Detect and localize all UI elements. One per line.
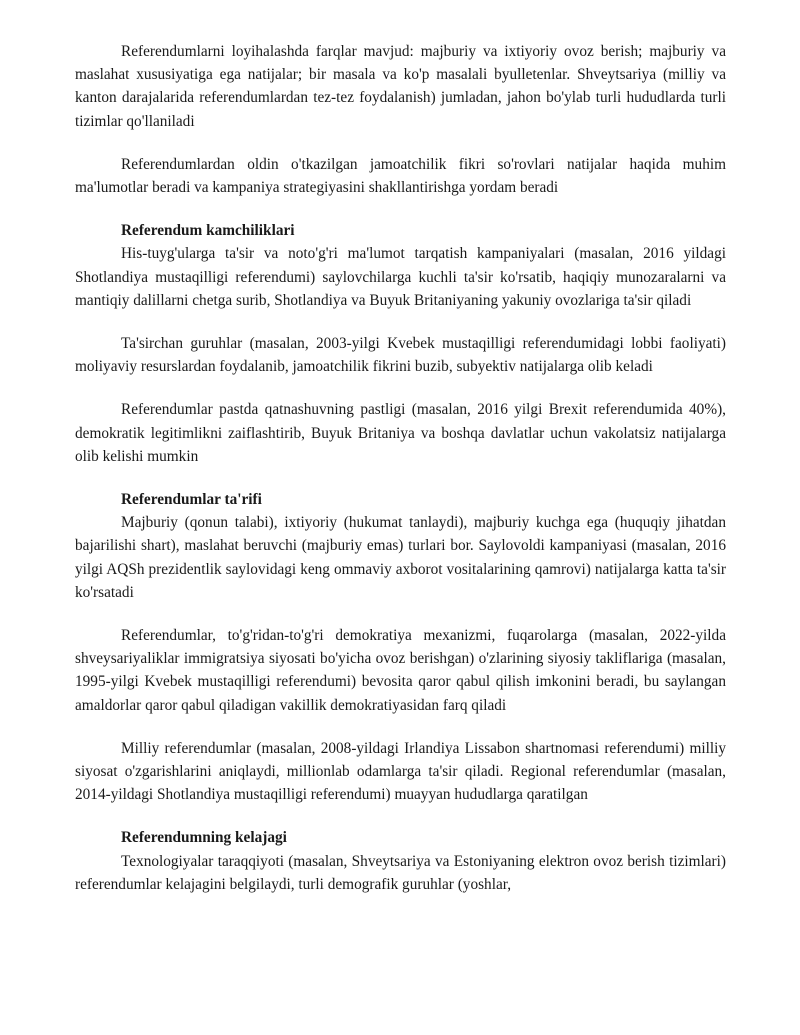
section-heading: Referendumning kelajagi: [121, 829, 287, 847]
body-paragraph: Referendumlar, to'g'ridan-to'g'ri demokratiya mexanizmi, fuqarolarga (masalan, 2022-yilda shveysariyaliklar immigratsiya siyosati bo'yicha ovoz berishgan) o'zlarining siyosiy takliflariga (masalan, 1995-yilgi Kvebek mustaqilligi referendumi) bevosita qaror qabul qilish imkonini beradi, bu saylangan amaldorlar qaror qabul qiladigan vakillik demokratiyasidan farq qiladi: [75, 627, 726, 714]
body-paragraph: Texnologiyalar taraqqiyoti (masalan, Shveytsariya va Estoniyaning elektron ovoz berish tizimlari) referendumlar kelajagini belgilaydi, turli demografik guruhlar (yoshlar,: [75, 852, 726, 893]
body-paragraph: Referendumlardan oldin o'tkazilgan jamoatchilik fikri so'rovlari natijalar haqida muhim ma'lumotlar beradi va kampaniya strategiyasini shakllantirishga yordam beradi: [75, 155, 726, 197]
body-paragraph: Referendumlarni loyihalashda farqlar mavjud: majburiy va ixtiyoriy ovoz berish; majburiy va maslahat xususiyatiga ega natijalar; bir masala va ko'p masalali byulletenlar. Shveytsariya (milliy va kanton darajalarida referendumlardan tez-tez foydalanish) jumladan, jahon bo'ylab turli hududlarda turli tizimlar qo'llaniladi: [75, 43, 726, 130]
section-future: [75, 826, 726, 896]
body-paragraph: Referendumlar pastda qatnashuvning pastligi (masalan, 2016 yilgi Brexit referendumida 40%), demokratik legitimlikni zaiflashtirib, Buyuk Britaniya va boshqa davlatlar uchun vakolatsiz natijalarga olib kelishi mumkin: [75, 401, 726, 465]
body-paragraph: Majburiy (qonun talabi), ixtiyoriy (hukumat tanlaydi), majburiy kuchga ega (huquqiy jihatdan bajarilishi shart), maslahat beruvchi (majburiy emas) turlari bor. Saylovoldi kampaniyasi (masalan, 2016 yilgi AQSh prezidentlik saylovidagi keng ommaviy axborot vositalarining qamrovi) natijalarga katta ta'sir ko'rsatadi: [75, 514, 726, 601]
section-drawbacks: [75, 219, 726, 468]
body-paragraph: His-tuyg'ularga ta'sir va noto'g'ri ma'lumot tarqatish kampaniyalari (masalan, 2016 yildagi Shotlandiya mustaqilligi referendumi) saylovchilarga kuchli ta'sir ko'rsatib, haqiqiy munozaralarni va mantiqiy dalillarni chetga surib, Shotlandiya va Buyuk Britaniyaning yakuniy ovozlariga ta'sir qiladi: [75, 245, 726, 309]
section-heading: Referendum kamchiliklari: [121, 222, 295, 240]
body-paragraph: Milliy referendumlar (masalan, 2008-yildagi Irlandiya Lissabon shartnomasi referendumi) milliy siyosat o'zgarishlarini aniqlaydi, millionlab odamlarga ta'sir qiladi. Regional referendumlar (masalan, 2014-yildagi Shotlandiya mustaqilligi referendumi) muayyan hududlarga qaratilgan: [75, 739, 726, 804]
body-paragraph: Ta'sirchan guruhlar (masalan, 2003-yilgi Kvebek mustaqilligi referendumidagi lobbi faoliyati) moliyaviy resurslardan foydalanib, jamoatchilik fikrini buzib, subyektiv natijalarga olib keladi: [75, 335, 726, 376]
section-definition: [75, 488, 726, 806]
section-heading: Referendumlar ta'rifi: [121, 491, 262, 509]
document-page: [75, 40, 726, 916]
